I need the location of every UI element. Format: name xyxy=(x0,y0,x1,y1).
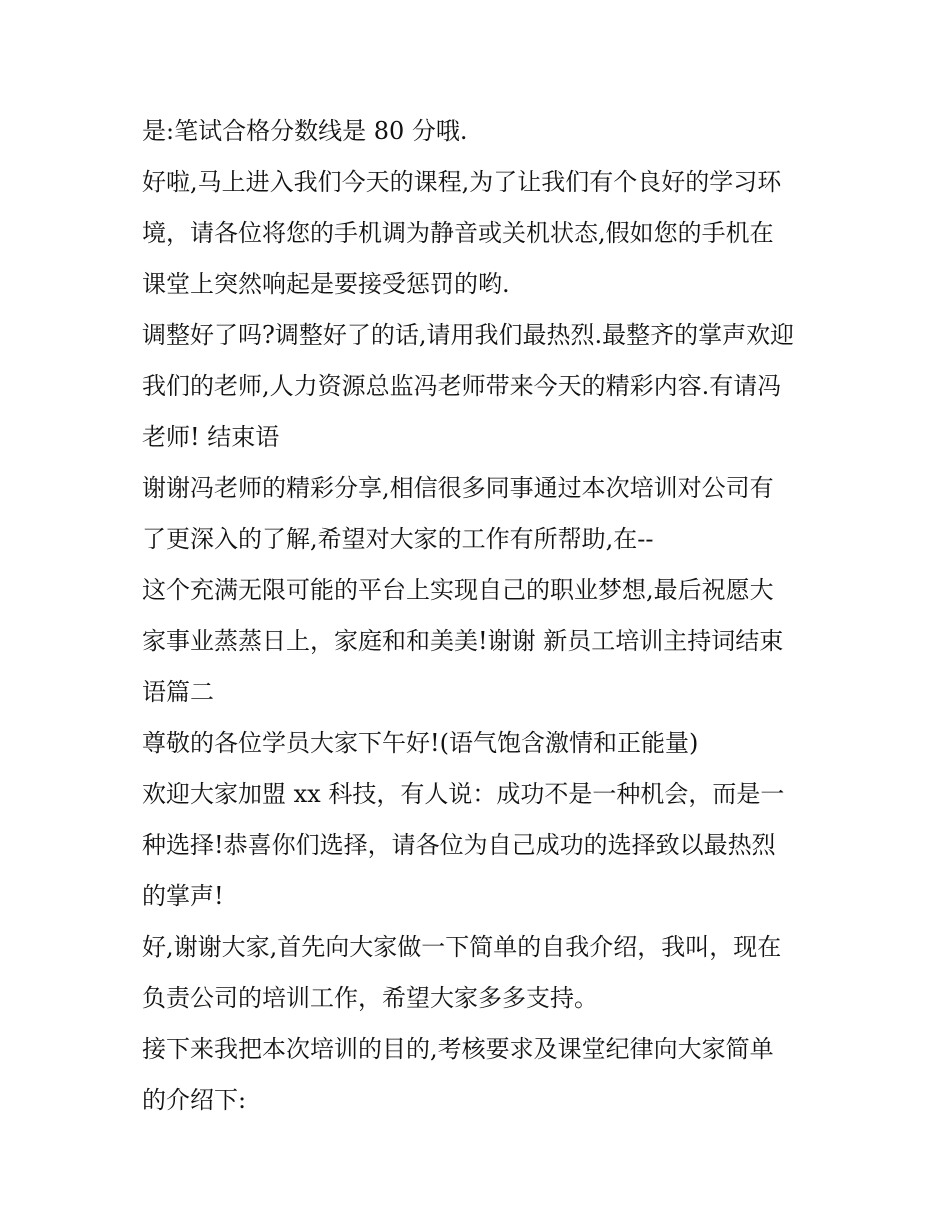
text-line: 种选择!恭喜你们选择，请各位为自己成功的选择致以最热烈 xyxy=(142,831,776,859)
text-line: 好,谢谢大家,首先向大家做一下简单的自我介绍，我叫，现在 xyxy=(142,933,782,961)
text-line: 调整好了吗?调整好了的话,请用我们最热烈.最整齐的掌声欢迎 xyxy=(142,321,795,349)
text-line: 境，请各位将您的手机调为静音或关机状态,假如您的手机在 xyxy=(142,219,774,247)
text-line: 尊敬的各位学员大家下午好!(语气饱含激情和正能量) xyxy=(142,729,699,757)
text-line: 这个充满无限可能的平台上实现自己的职业梦想,最后祝愿大 xyxy=(142,576,774,604)
text-line: 课堂上突然响起是要接受惩罚的哟. xyxy=(142,270,510,298)
text-line: 的介绍下: xyxy=(142,1086,247,1114)
text-line: 谢谢冯老师的精彩分享,相信很多同事通过本次培训对公司有 xyxy=(142,474,774,502)
text-line: 我们的老师,人力资源总监冯老师带来今天的精彩内容.有请冯 xyxy=(142,372,782,400)
text-line: 语篇二 xyxy=(142,678,214,706)
text-line: 家事业蒸蒸日上，家庭和和美美!谢谢 新员工培训主持词结束 xyxy=(142,627,784,655)
text-line: 是:笔试合格分数线是 80 分哦. xyxy=(142,117,468,145)
text-line: 了更深入的了解,希望对大家的工作有所帮助,在-- xyxy=(142,525,654,553)
text-line: 欢迎大家加盟 xx 科技，有人说：成功不是一种机会，而是一 xyxy=(142,780,785,808)
text-line: 老师! 结束语 xyxy=(142,423,280,451)
text-line: 接下来我把本次培训的目的,考核要求及课堂纪律向大家简单 xyxy=(142,1035,774,1063)
document-body xyxy=(142,110,822,1121)
text-line: 负责公司的培训工作，希望大家多多支持。 xyxy=(142,984,598,1012)
text-line: 好啦,马上进入我们今天的课程,为了让我们有个良好的学习环 xyxy=(142,168,782,196)
text-line: 的掌声! xyxy=(142,882,224,910)
